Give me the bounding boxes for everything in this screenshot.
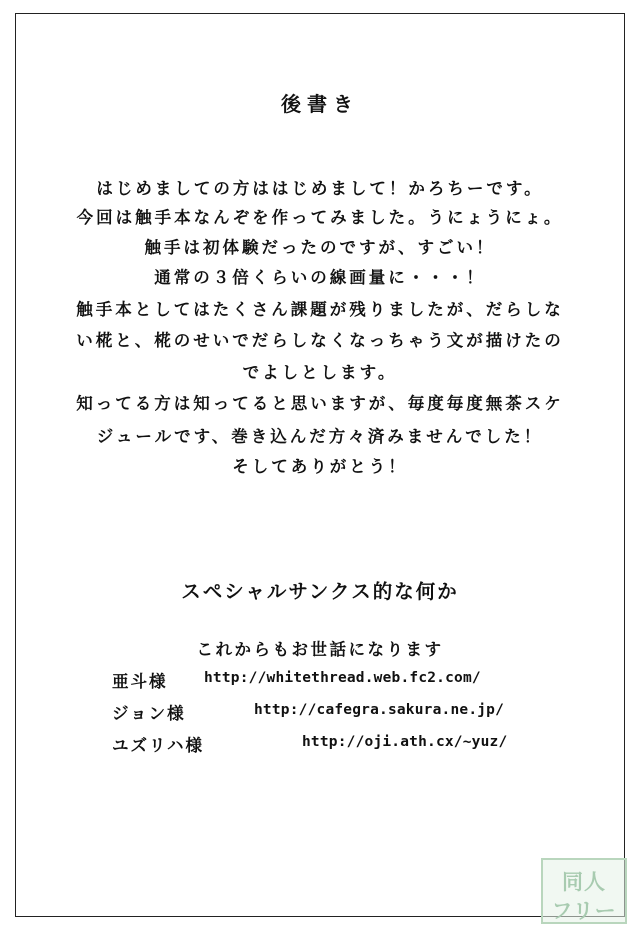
afterword-line-4: 通常の３倍くらいの線画量に・・・！ — [154, 268, 486, 287]
credit-row — [112, 668, 532, 692]
credit-row — [112, 732, 532, 756]
watermark-line-2: フリー — [551, 899, 617, 923]
watermark-line-1: 同人 — [562, 870, 606, 894]
special-thanks-subtitle: これからもお世話になります — [196, 640, 444, 659]
credit-name: ジョン様 — [112, 704, 186, 723]
credit-url-link[interactable]: http://whitethread.web.fc2.com/ — [204, 670, 481, 686]
credit-row — [112, 700, 532, 724]
afterword-line-6: い椛と、椛のせいでだらしなくなっちゃう文が描けたの — [76, 331, 564, 350]
afterword-line-8: 知ってる方は知ってると思いますが、毎度毎度無茶スケ — [76, 394, 564, 413]
afterword-line-9: ジュールです、巻き込んだ方々済みませんでした！ — [96, 427, 544, 446]
afterword-line-5: 触手本としてはたくさん課題が残りましたが、だらしな — [76, 300, 564, 319]
afterword-line-2: 今回は触手本なんぞを作ってみました。うにょうにょ。 — [76, 208, 564, 227]
credit-url-link[interactable]: http://cafegra.sakura.ne.jp/ — [254, 702, 505, 718]
afterword-title: 後書き — [281, 92, 359, 116]
afterword-line-10: そしてありがとう！ — [232, 457, 408, 476]
afterword-line-1: はじめましての方ははじめまして！かろちーです。 — [96, 179, 544, 198]
credit-name: 亜斗様 — [112, 672, 168, 691]
afterword-line-3: 触手は初体験だったのですが、すごい！ — [144, 238, 496, 257]
credit-url-link[interactable]: http://oji.ath.cx/~yuz/ — [302, 734, 508, 750]
doujin-free-watermark — [541, 858, 627, 924]
afterword-line-7: でよしとします。 — [242, 363, 398, 382]
credit-name: ユズリハ様 — [112, 736, 205, 755]
special-thanks-title: スペシャルサンクス的な何か — [181, 580, 459, 603]
